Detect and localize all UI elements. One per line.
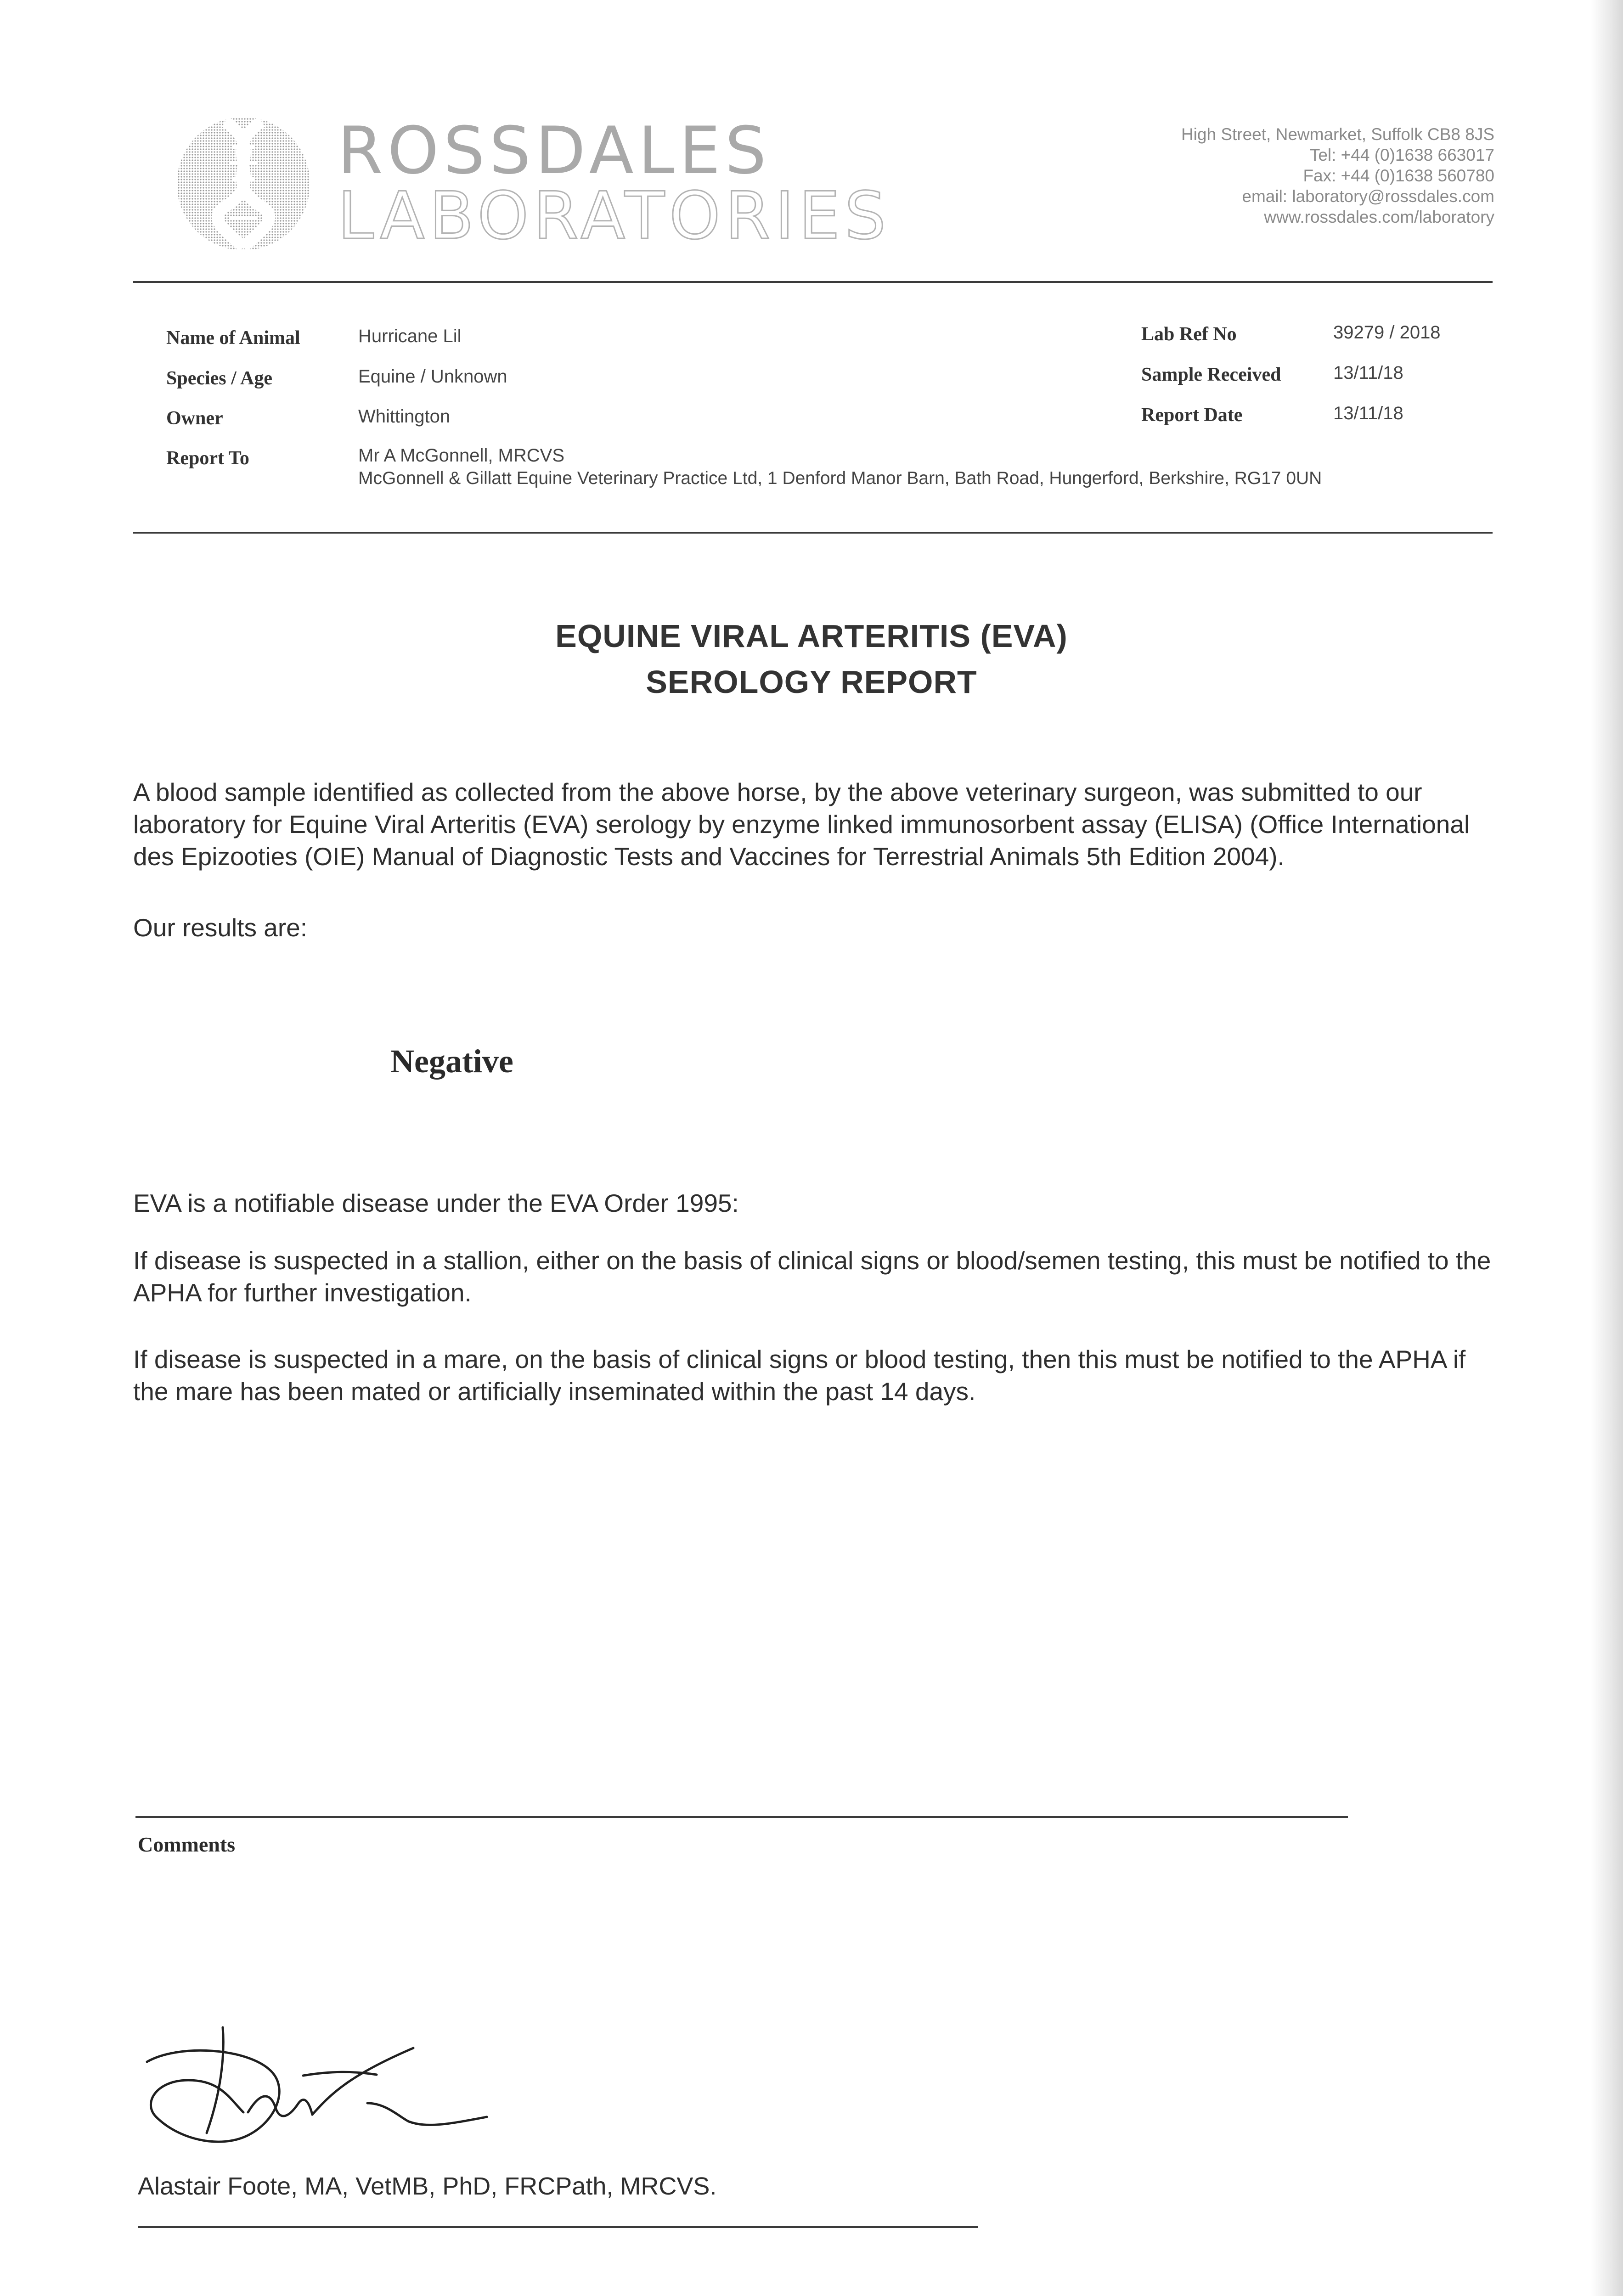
address-street: High Street, Newmarket, Suffolk CB8 8JS — [1181, 125, 1494, 144]
mare-notice: If disease is suspected in a mare, on the basis of clinical signs or blood testing, then this must be notified to the APHA if the mare has been mated or artificially inseminated within the past 14 days. — [133, 1345, 1466, 1406]
signature-image — [138, 2025, 496, 2154]
header-divider — [133, 281, 1493, 283]
comments-divider — [135, 1816, 1348, 1818]
sample-received-label: Sample Received — [1141, 364, 1281, 385]
lab-address — [1181, 124, 1494, 227]
brand-name-line2: LABORATORIES — [338, 178, 891, 254]
address-website: www.rossdales.com/laboratory — [1264, 208, 1494, 226]
species-age-value: Equine / Unknown — [358, 366, 507, 387]
stallion-notice: If disease is suspected in a stallion, either on the basis of clinical signs or blood/semen testing, this must be notified to the APHA for further investigation. — [133, 1246, 1491, 1307]
report-date-value: 13/11/18 — [1333, 403, 1403, 423]
brand-name-line1: ROSSDALES — [338, 113, 771, 189]
sample-received-value: 13/11/18 — [1333, 363, 1403, 383]
intro-paragraph: A blood sample identified as collected from the above horse, by the above veterinary surgeon, was submitted to our laboratory for Equine Viral Arteritis (EVA) serology by enzyme linked immunosorbent assay (ELISA) (Office International des Epizooties (OIE) Manual of Diagnostic Tests and Vaccines for Terrestrial Animals 5th Edition 2004). — [133, 778, 1470, 871]
lab-ref-label: Lab Ref No — [1141, 324, 1237, 345]
results-lead: Our results are: — [133, 913, 308, 942]
owner-value: Whittington — [358, 406, 451, 427]
report-to-name: Mr A McGonnell, MRCVS — [358, 445, 565, 466]
report-date-label: Report Date — [1141, 405, 1243, 426]
signature-divider — [138, 2226, 978, 2228]
report-to-label: Report To — [166, 448, 249, 469]
name-of-animal-label: Name of Animal — [166, 327, 300, 349]
species-age-label: Species / Age — [166, 368, 272, 389]
lab-ref-value: 39279 / 2018 — [1333, 322, 1441, 343]
comments-label: Comments — [138, 1833, 236, 1856]
owner-label: Owner — [166, 408, 223, 429]
info-divider — [133, 532, 1493, 534]
address-tel: Tel: +44 (0)1638 663017 — [1309, 146, 1494, 164]
notifiable-statement: EVA is a notifiable disease under the EVA Order 1995: — [133, 1189, 739, 1217]
dna-logo-icon — [175, 115, 312, 253]
name-of-animal-value: Hurricane Lil — [358, 326, 462, 346]
report-title-line2: SEROLOGY REPORT — [646, 664, 977, 700]
page-edge-shadow — [1591, 0, 1623, 2296]
report-to-address: McGonnell & Gillatt Equine Veterinary Practice Ltd, 1 Denford Manor Barn, Bath Road, Hungerford, Berkshire, RG17 0UN — [358, 468, 1322, 488]
signatory-name: Alastair Foote, MA, VetMB, PhD, FRCPath, MRCVS. — [138, 2172, 717, 2200]
report-title-line1: EQUINE VIRAL ARTERITIS (EVA) — [555, 618, 1068, 654]
address-email: email: laboratory@rossdales.com — [1242, 187, 1494, 206]
test-result: Negative — [390, 1043, 513, 1080]
address-fax: Fax: +44 (0)1638 560780 — [1303, 166, 1494, 185]
